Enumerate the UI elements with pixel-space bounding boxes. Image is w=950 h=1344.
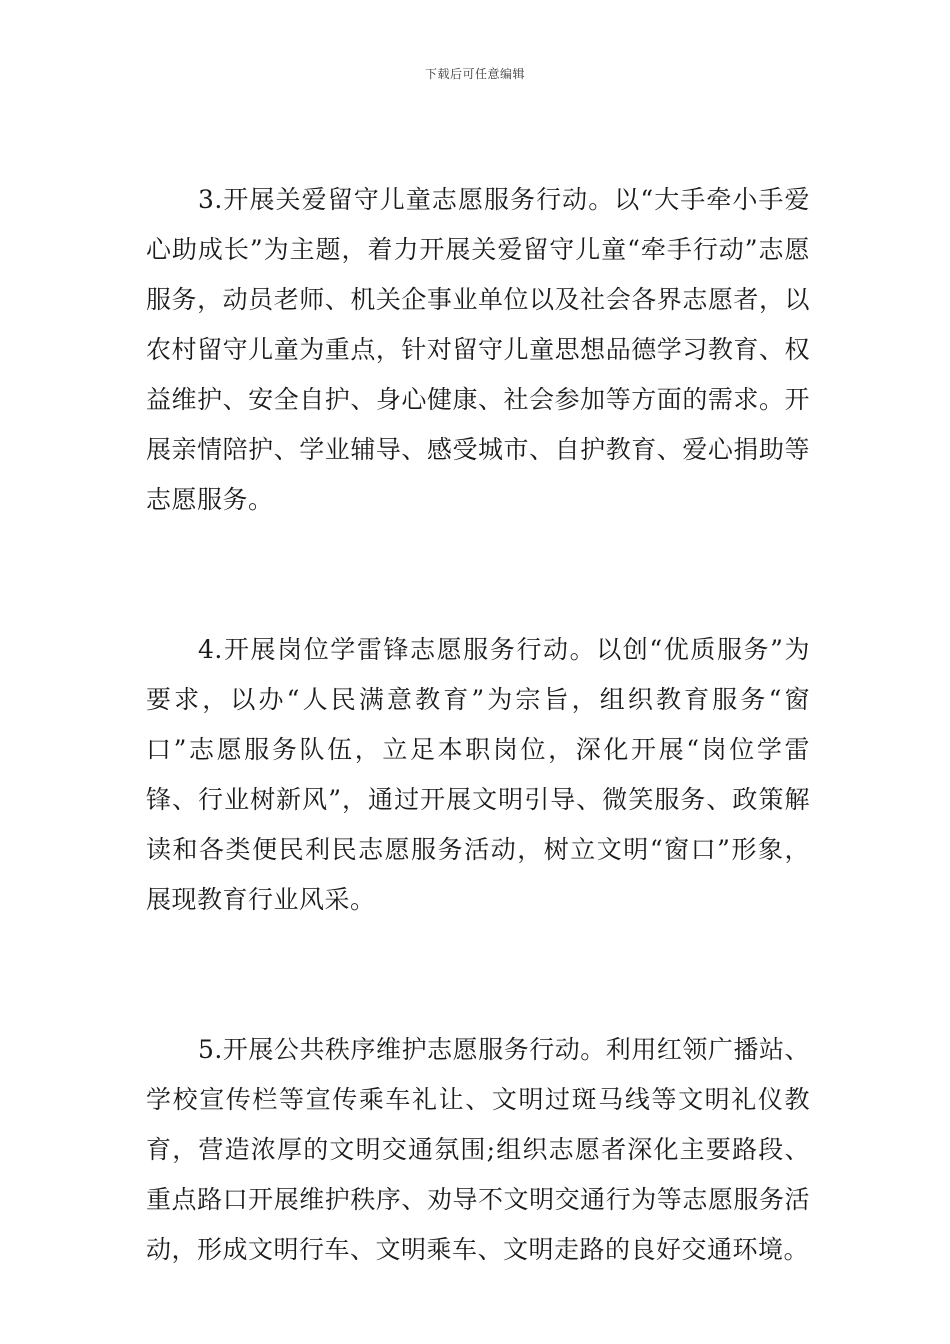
paragraph-item-5: 5.开展公共秩序维护志愿服务行动。利用红领广播站、学校宣传栏等宣传乘车礼让、文明过斑马线等文明礼仪教育，营造浓厚的文明交通氛围;组织志愿者深化主要路段、重点路口开展维护秩序、劝导不文明交通行为等志愿服务活动，形成文明行车、文明乘车、文明走路的良好交通环境。 (146, 1035, 810, 1264)
page-header: 下载后可任意编辑 (424, 67, 525, 81)
document-body (146, 175, 810, 1275)
paragraph-item-4: 4.开展岗位学雷锋志愿服务行动。以创“优质服务”为要求，以办“人民满意教育”为宗旨，组织教育服务“窗口”志愿服务队伍，立足本职岗位，深化开展“岗位学雷锋、行业树新风”，通过开展文明引导、微笑服务、政策解读和各类便民利民志愿服务活动，树立文明“窗口”形象，展现教育行业风采。 (146, 635, 810, 914)
paragraph-item-3: 3.开展关爱留守儿童志愿服务行动。以“大手牵小手爱心助成长”为主题，着力开展关爱留守儿童“牵手行动”志愿服务，动员老师、机关企事业单位以及社会各界志愿者，以农村留守儿童为重点，针对留守儿童思想品德学习教育、权益维护、安全自护、身心健康、社会参加等方面的需求。开展亲情陪护、学业辅导、感受城市、自护教育、爱心捐助等志愿服务。 (146, 185, 810, 514)
